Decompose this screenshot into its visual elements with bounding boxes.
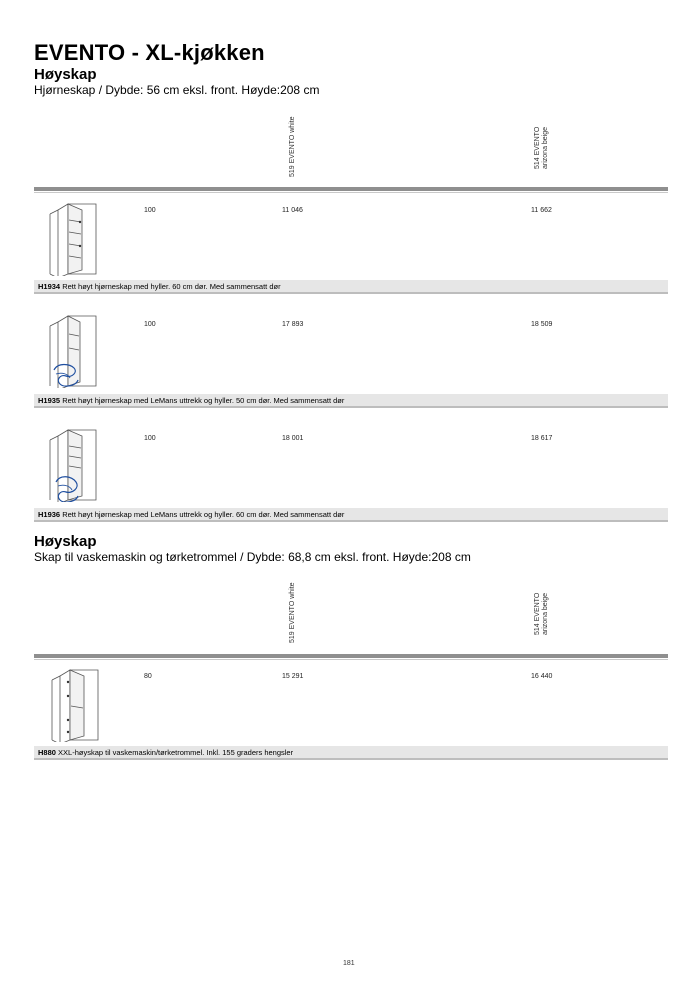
header-rule-thin: [34, 659, 668, 660]
header-rule: [34, 187, 668, 191]
column-header-label: 519 EVENTO white: [289, 116, 296, 177]
section-subtitle: Hjørneskap / Dybde: 56 cm eksl. front. Høyde:208 cm: [34, 83, 320, 97]
column-header-beige: [533, 576, 553, 651]
column-header-label: 514 EVENTO arizona beige: [534, 126, 549, 169]
page-number: 181: [343, 960, 355, 967]
quantity: 100: [144, 435, 156, 442]
product-row: [34, 662, 668, 764]
section-title: Høyskap: [34, 66, 97, 83]
product-row: [34, 196, 668, 298]
price-white: 18 001: [282, 435, 304, 442]
product-code: H1935: [38, 396, 63, 405]
price-white: 17 893: [282, 321, 304, 328]
product-code: H1934: [38, 282, 63, 291]
column-header-label: 519 EVENTO white: [289, 582, 296, 643]
laundry-cabinet-icon: [46, 666, 102, 742]
column-header-beige: [533, 110, 553, 185]
product-description: Rett høyt hjørneskap med LeMans uttrekk og hyller. 50 cm dør. Med sammensatt dør: [62, 396, 345, 405]
product-code: H1936: [38, 510, 63, 519]
product-description: Rett høyt hjørneskap med hyller. 60 cm dør. Med sammensatt dør: [62, 282, 281, 291]
corner-cabinet-lemans-icon: [46, 426, 102, 502]
price-beige: 18 509: [531, 321, 553, 328]
price-white: 15 291: [282, 673, 304, 680]
product-description: XXL-høyskap til vaskemaskin/tørketrommel. Inkl. 155 graders hengsler: [58, 748, 294, 757]
quantity: 80: [144, 673, 152, 680]
corner-cabinet-lemans-icon: [46, 312, 102, 388]
section-laundry-cabinets: [34, 533, 668, 565]
corner-cabinet-shelves-icon: [46, 200, 102, 276]
column-header-white: [286, 110, 306, 185]
column-header-white: [286, 576, 306, 651]
section-subtitle: Skap til vaskemaskin og tørketrommel / Dybde: 68,8 cm eksl. front. Høyde:208 cm: [34, 550, 471, 564]
price-white: 11 046: [282, 207, 303, 214]
product-description-bar: [34, 394, 668, 408]
product-row: [34, 424, 668, 526]
header-rule-thin: [34, 192, 668, 193]
price-beige: 16 440: [531, 673, 553, 680]
price-beige: 11 662: [531, 207, 552, 214]
product-description: Rett høyt hjørneskap med LeMans uttrekk og hyller. 60 cm dør. Med sammensatt dør: [62, 510, 345, 519]
price-beige: 18 617: [531, 435, 553, 442]
product-description-bar: [34, 746, 668, 760]
product-description-bar: [34, 280, 668, 294]
header-rule: [34, 654, 668, 658]
product-row: [34, 310, 668, 412]
quantity: 100: [144, 207, 156, 214]
section-corner-cabinets: [34, 66, 668, 98]
product-description-bar: [34, 508, 668, 522]
section-title: Høyskap: [34, 533, 97, 550]
column-header-label: 514 EVENTO arizona beige: [534, 592, 549, 635]
product-code: H880: [38, 748, 59, 757]
page-title: EVENTO - XL-kjøkken: [34, 40, 265, 65]
quantity: 100: [144, 321, 156, 328]
